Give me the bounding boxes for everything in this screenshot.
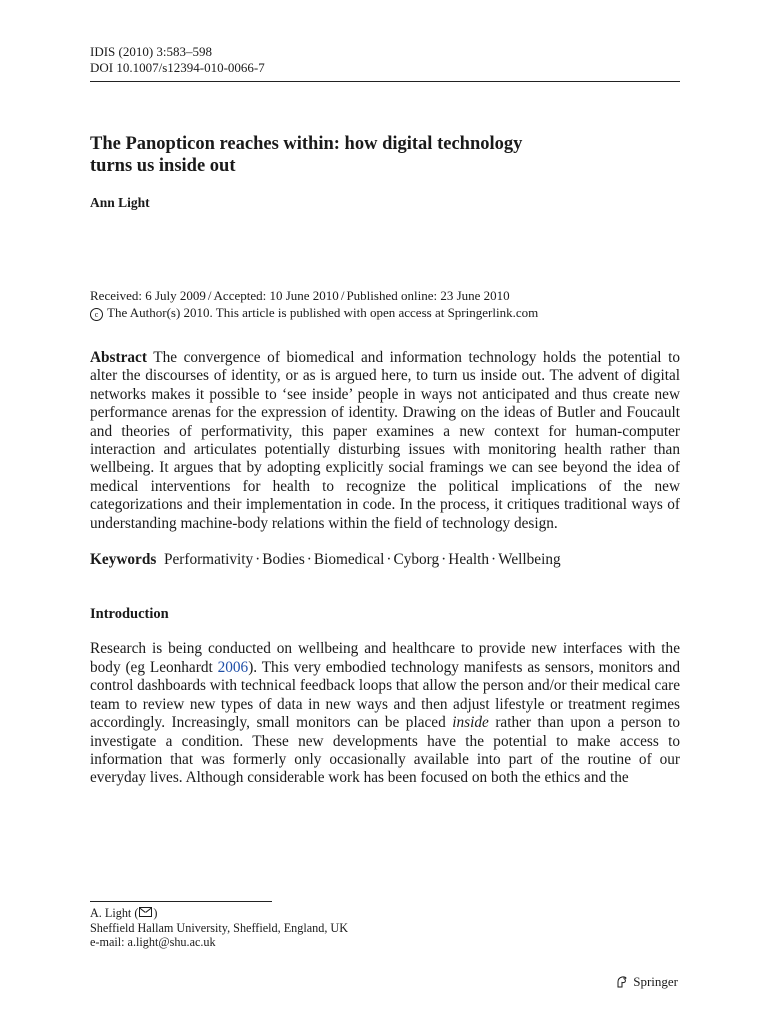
publisher-logo <box>615 974 678 990</box>
footnote-divider <box>90 901 272 902</box>
publisher-name: Springer <box>633 974 678 989</box>
introduction-paragraph <box>90 640 680 787</box>
article-history <box>90 287 680 321</box>
envelope-icon <box>139 907 152 917</box>
keyword-separator: · <box>386 551 392 569</box>
footnote-email[interactable]: e-mail: a.light@shu.ac.uk <box>90 935 216 949</box>
footnote-author-close: ) <box>153 906 158 920</box>
published-date: Published online: 23 June 2010 <box>346 288 510 303</box>
keyword-separator: · <box>491 551 497 569</box>
intro-emphasis: inside <box>452 714 489 732</box>
keywords-label: Keywords <box>90 551 157 569</box>
abstract <box>90 349 680 533</box>
intro-text-part-3: rather than upon a person to investigate a condition. These new developments have the potential to make access to information that was formerly only occasionally available into part of the routine of our everyday lives. Although considerable work has been focused on both the ethics and the <box>90 714 680 787</box>
journal-header <box>90 44 680 82</box>
keyword-item: Bodies <box>262 551 305 569</box>
article-page <box>90 44 680 1004</box>
keyword-separator: · <box>441 551 447 569</box>
journal-citation: IDIS (2010) 3:583–598 <box>90 44 213 59</box>
history-separator: / <box>207 288 212 303</box>
keyword-item: Wellbeing <box>498 551 561 569</box>
keyword-item: Health <box>448 551 490 569</box>
intro-text-part-2: ). This very embodied technology manifests as sensors, monitors and control dashboards with technical feedback loops that allow the person and/or their medical care team to review new types of data in new ways and then adjust lifestyle or treatment regimes accordingly. Increasingly, small monitors can be placed <box>90 658 680 732</box>
keyword-separator: · <box>306 551 312 569</box>
author-footnote <box>90 906 348 950</box>
copyright-icon: c <box>90 308 103 321</box>
keywords <box>90 551 680 569</box>
introduction-heading: Introduction <box>90 606 169 623</box>
accepted-date: Accepted: 10 June 2010 <box>213 288 339 303</box>
history-separator: / <box>340 288 345 303</box>
intro-text-part-1: Research is being conducted on wellbeing and healthcare to provide new interfaces with the body (eg Leonhardt <box>90 640 680 676</box>
copyright-line <box>90 304 680 321</box>
keyword-separator: · <box>255 551 261 569</box>
article-author: Ann Light <box>90 195 150 210</box>
abstract-text: The convergence of biomedical and information technology holds the potential to alter the discourses of identity, or as is argued here, to turn us inside out. The advent of digital networks makes it possible to ‘see inside’ people in ways not anticipated and thus create new performance arenas for the expression of identity. Drawing on the ideas of Butler and Foucault and theories of performativity, this paper examines a new context for human-computer interaction and articulates potentially disturbing issues with monitoring health rather than wellbeing. It argues that by adopting explicitly social framings we can see beyond the idea of medical interventions for health to recognize the political implications of the new categorizations and their implementation in code. In the process, it critiques traditional ways of understanding machine-body relations within the field of technology design. <box>90 349 680 532</box>
article-title-line-2: turns us inside out <box>90 156 236 176</box>
keyword-item: Performativity <box>163 551 254 569</box>
footnote-author <box>90 906 348 921</box>
copyright-text: The Author(s) 2010. This article is published with open access at Springerlink.com <box>107 305 539 320</box>
journal-doi: DOI 10.1007/s12394-010-0066-7 <box>90 60 265 75</box>
history-dates <box>90 287 680 304</box>
abstract-label: Abstract <box>90 349 147 366</box>
springer-horse-icon <box>615 975 629 989</box>
footnote-affiliation: Sheffield Hallam University, Sheffield, England, UK <box>90 920 349 935</box>
article-title <box>90 133 680 177</box>
citation-link-leonhardt[interactable]: 2006 <box>217 658 249 676</box>
keyword-item: Cyborg <box>393 551 440 569</box>
footnote-author-name: A. Light ( <box>90 906 139 920</box>
keyword-item: Biomedical <box>313 551 385 569</box>
article-title-line-1: The Panopticon reaches within: how digital technology <box>90 134 523 154</box>
received-date: Received: 6 July 2009 <box>90 288 206 303</box>
